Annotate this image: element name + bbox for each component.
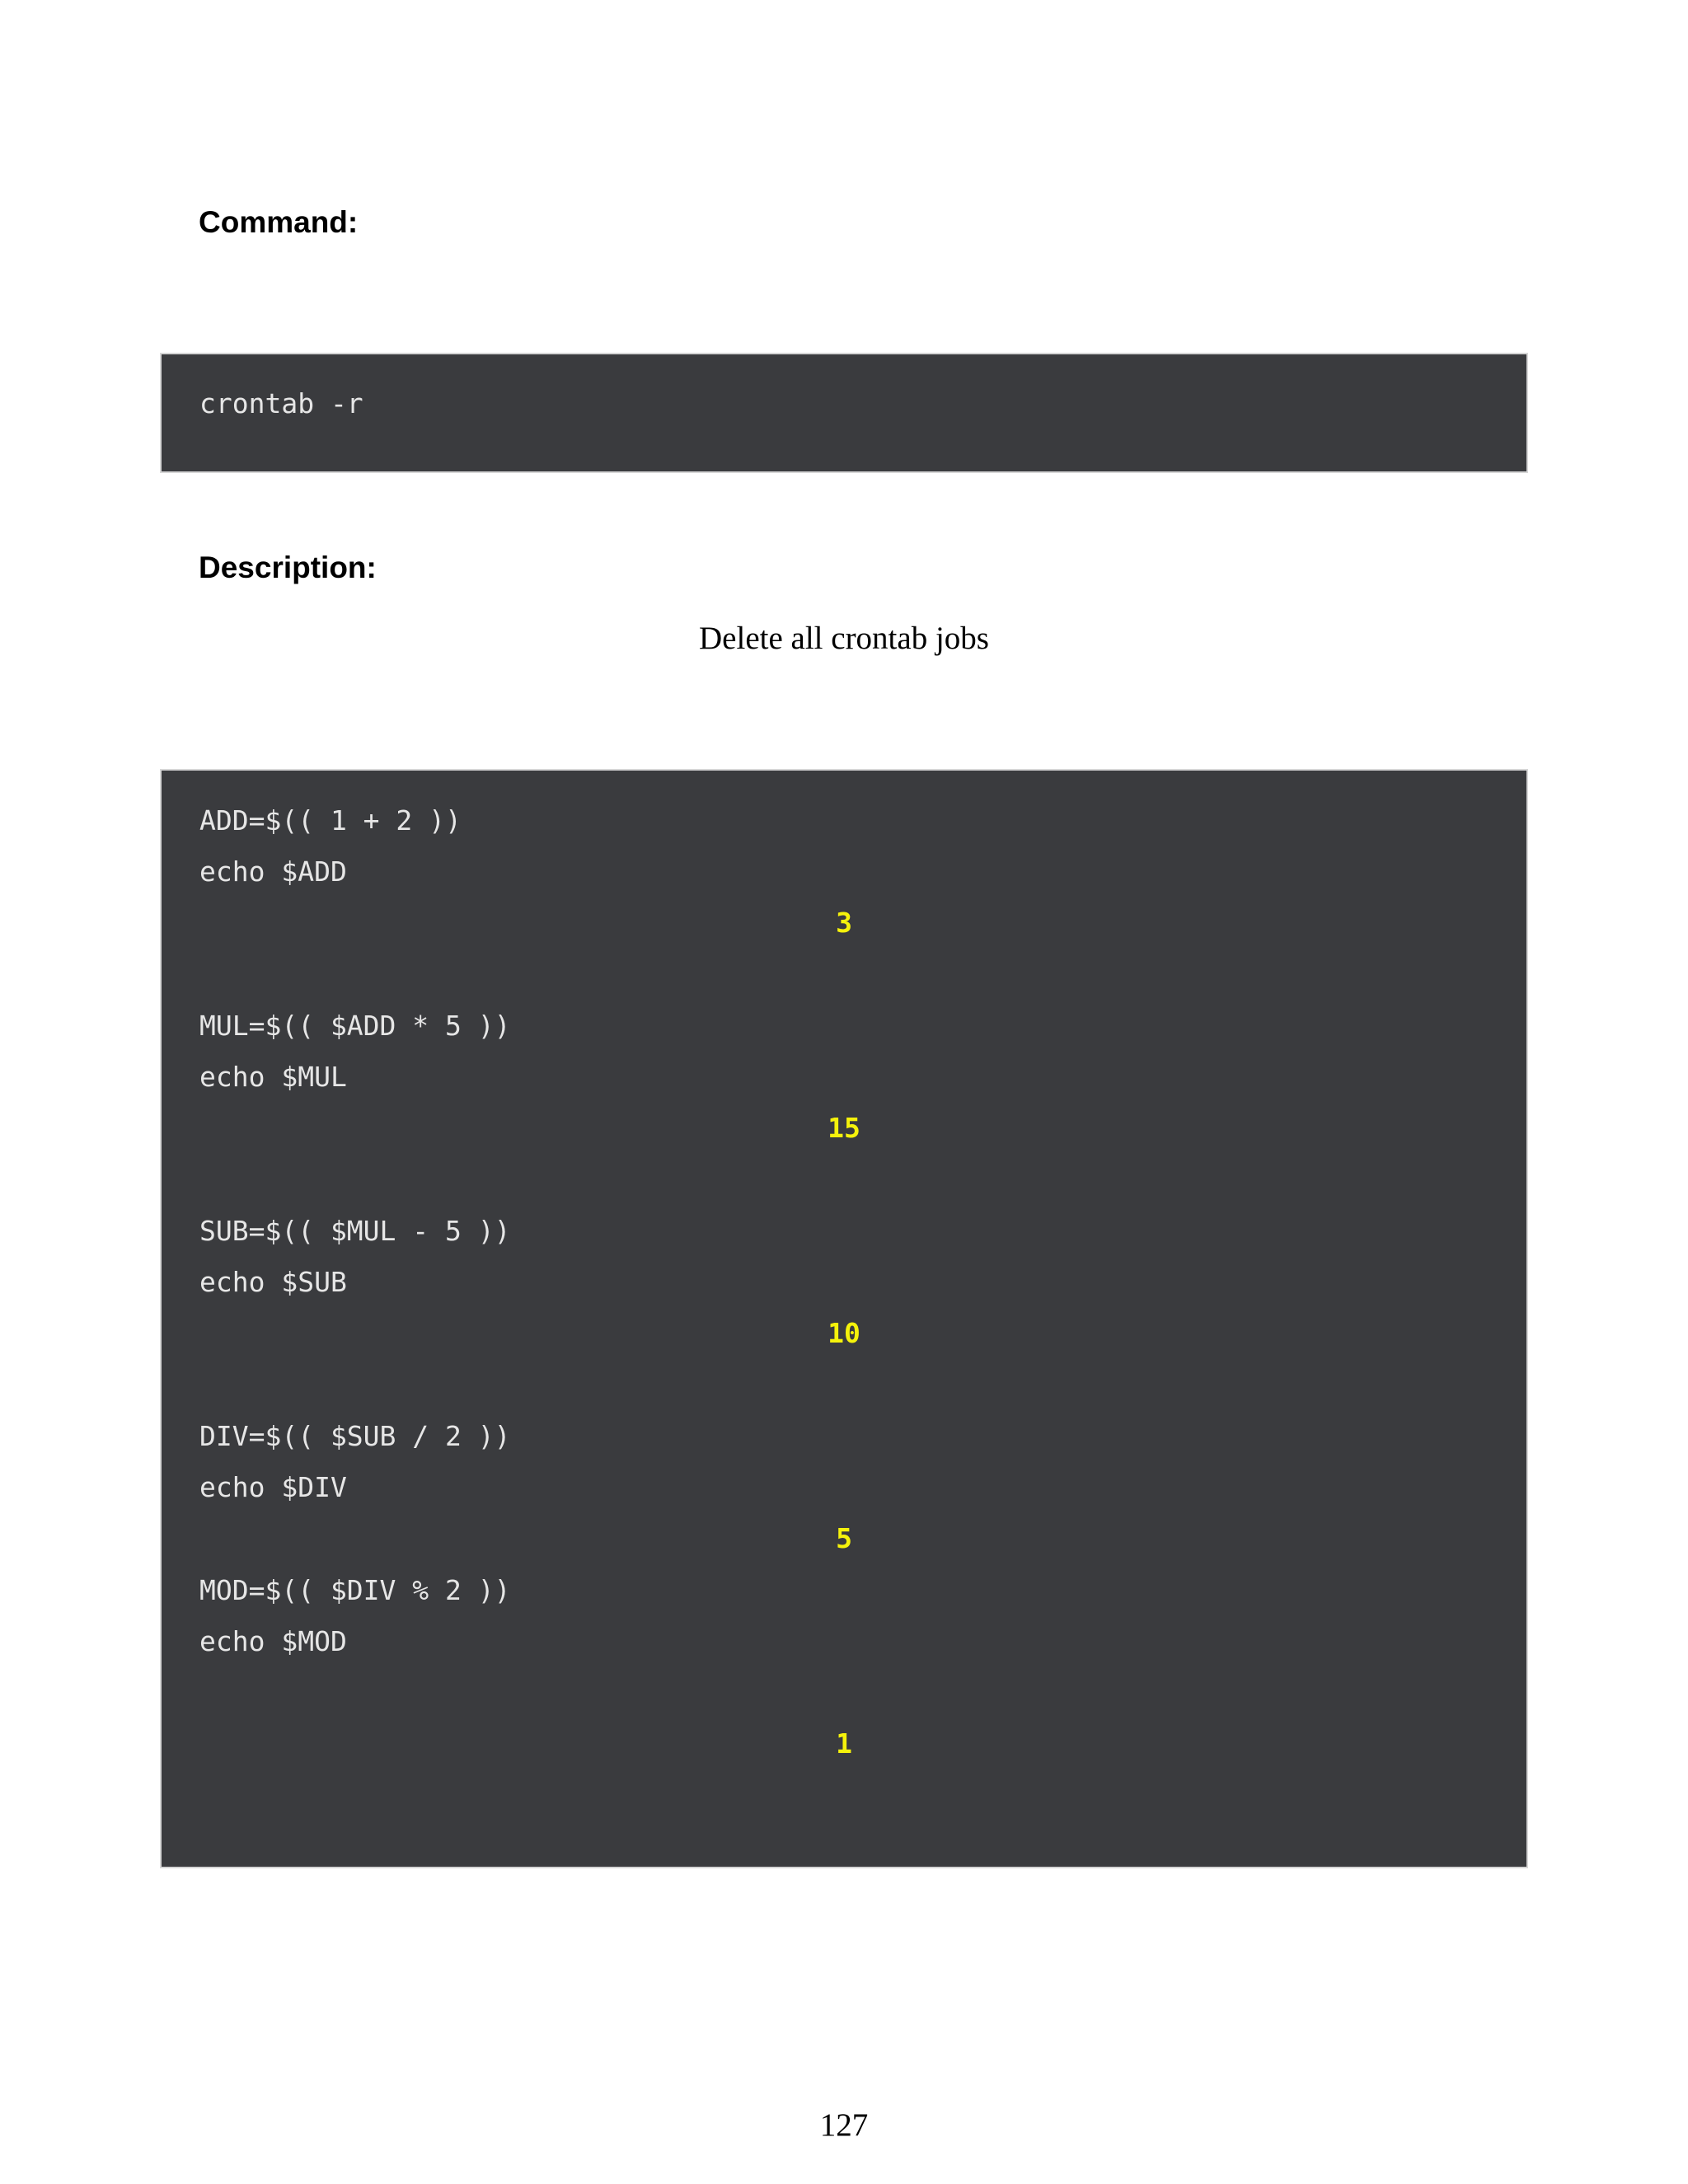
code-line: echo $DIV	[199, 1471, 347, 1503]
description-text: Delete all crontab jobs	[699, 621, 989, 656]
script-code-block	[160, 769, 1528, 1868]
page-number: 127	[819, 2107, 869, 2143]
code-line: echo $MOD	[199, 1625, 347, 1657]
output-line: 15	[828, 1112, 860, 1144]
command-code: crontab -r	[199, 387, 363, 419]
code-line: SUB=$(( $MUL - 5 ))	[199, 1215, 511, 1247]
code-line: MUL=$(( $ADD * 5 ))	[199, 1010, 511, 1042]
output-line: 1	[836, 1727, 852, 1760]
code-line: ADD=$(( 1 + 2 ))	[199, 804, 462, 837]
code-line: MOD=$(( $DIV % 2 ))	[199, 1574, 511, 1606]
output-line: 3	[836, 907, 852, 939]
command-heading: Command:	[199, 205, 359, 239]
output-line: 10	[828, 1317, 860, 1349]
code-line: echo $ADD	[199, 855, 347, 888]
code-line: echo $SUB	[199, 1266, 347, 1298]
code-line: echo $MUL	[199, 1061, 347, 1093]
output-line: 5	[836, 1522, 852, 1554]
description-heading: Description:	[199, 551, 377, 584]
code-line: DIV=$(( $SUB / 2 ))	[199, 1420, 511, 1452]
command-code-block	[160, 353, 1528, 473]
